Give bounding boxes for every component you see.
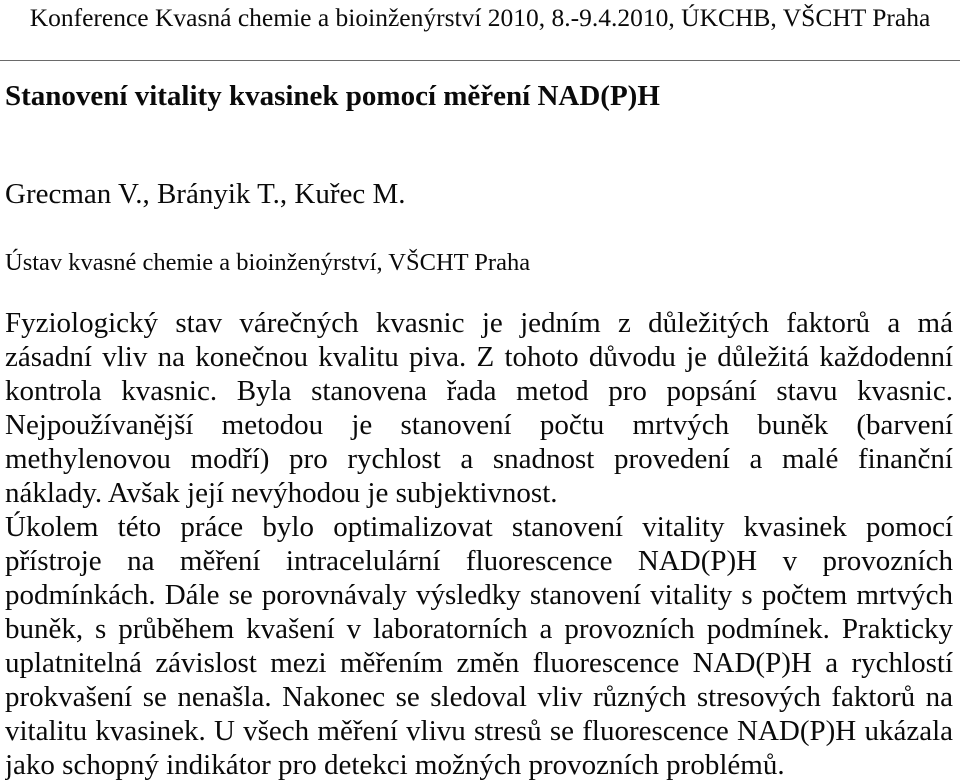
- abstract-line: náklady. Avšak její nevýhodou je subjektivnost.: [5, 477, 558, 509]
- header-divider: [0, 60, 960, 61]
- abstract-paragraph: [5, 510, 953, 782]
- abstract-title: Stanovení vitality kvasinek pomocí měření NAD(P)H: [5, 80, 660, 112]
- abstract-line: zásadní vliv na konečnou kvalitu piva. Z tohoto důvodu je důležitá každodenní: [5, 341, 953, 373]
- abstract-line: buněk, s průběhem kvašení v laboratorních a provozních podmínek. Prakticky: [5, 613, 953, 645]
- abstract-body: [5, 306, 953, 782]
- author-list: Grecman V., Brányik T., Kuřec M.: [5, 178, 406, 210]
- author-affiliation: Ústav kvasné chemie a bioinženýrství, VŠCHT Praha: [5, 249, 531, 276]
- abstract-line: Úkolem této práce bylo optimalizovat stanovení vitality kvasinek pomocí: [5, 511, 953, 543]
- conference-header: Konference Kvasná chemie a bioinženýrství 2010, 8.-9.4.2010, ÚKCHB, VŠCHT Praha: [29, 3, 931, 32]
- abstract-line: kontrola kvasnic. Byla stanovena řada metod pro popsání stavu kvasnic.: [5, 375, 953, 407]
- abstract-line: podmínkách. Dále se porovnávaly výsledky stanovení vitality s počtem mrtvých: [5, 579, 953, 611]
- abstract-line: přístroje na měření intracelulární fluorescence NAD(P)H v provozních: [5, 545, 953, 577]
- abstract-line: jako schopný indikátor pro detekci možných provozních problémů.: [5, 749, 785, 781]
- abstract-paragraph: [5, 306, 953, 510]
- abstract-line: uplatnitelná závislost mezi měřením změn fluorescence NAD(P)H a rychlostí: [5, 647, 953, 679]
- abstract-line: prokvašení se nenašla. Nakonec se sledoval vliv různých stresových faktorů na: [5, 681, 953, 713]
- abstract-line: methylenovou modří) pro rychlost a snadnost provedení a malé finanční: [5, 443, 953, 475]
- abstract-line: vitalitu kvasinek. U všech měření vlivu stresů se fluorescence NAD(P)H ukázala: [5, 715, 953, 747]
- abstract-line: Nejpoužívanější metodou je stanovení počtu mrtvých buněk (barvení: [5, 409, 953, 441]
- abstract-line: Fyziologický stav várečných kvasnic je jedním z důležitých faktorů a má: [5, 307, 953, 339]
